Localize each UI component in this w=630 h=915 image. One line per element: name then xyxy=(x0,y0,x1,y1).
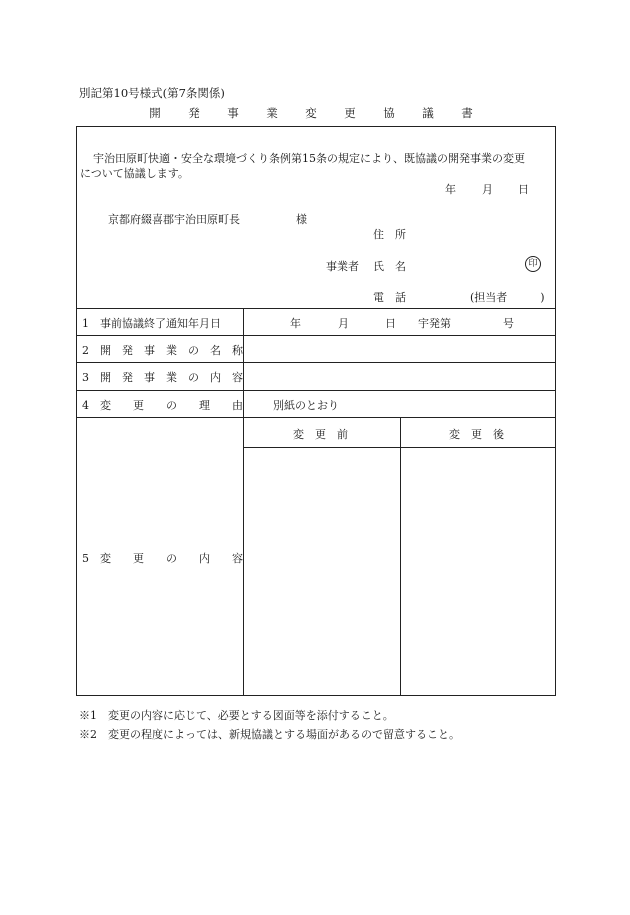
row2-label: 2 開 発 事 業 の 名 称 xyxy=(82,344,243,357)
date-day-label: 日 xyxy=(518,183,529,196)
row1-month-label: 月 xyxy=(338,317,349,330)
table-divider-row3 xyxy=(76,362,556,363)
date-month-label: 月 xyxy=(482,183,493,196)
intro-text-line2: について協議します。 xyxy=(80,167,189,180)
table-divider-row2 xyxy=(76,335,556,336)
addressee-name: 京都府綴喜郡宇治田原町長 xyxy=(108,213,240,226)
seal-mark: 印 xyxy=(525,256,541,272)
label-column-divider xyxy=(243,308,244,696)
row4-label: 4 変 更 の 理 由 xyxy=(82,399,243,412)
contact-person-label: (担当者 ) xyxy=(470,291,545,304)
row1-number-prefix: 宇発第 xyxy=(418,317,451,330)
operator-label: 事業者 xyxy=(326,260,359,273)
row1-year-label: 年 xyxy=(290,317,301,330)
row1-day-label: 日 xyxy=(385,317,396,330)
operator-name-label: 氏 名 xyxy=(373,260,406,273)
row3-label: 3 開 発 事 業 の 内 容 xyxy=(82,371,243,384)
address-label: 住 所 xyxy=(373,228,406,241)
row5-label: 5 変 更 の 内 容 xyxy=(82,552,243,565)
document-title: 開 発 事 業 変 更 協 議 書 xyxy=(149,106,481,120)
table-divider-row4 xyxy=(76,390,556,391)
intro-text-line1: 宇治田原町快適・安全な環境づくり条例第15条の規定により、既協議の開発事業の変更 xyxy=(93,152,525,165)
table-divider-top xyxy=(76,308,556,309)
row4-value: 別紙のとおり xyxy=(273,399,339,412)
row1-label: 1 事前協議終了通知年月日 xyxy=(82,317,221,330)
note-1: ※1 変更の内容に応じて、必要とする図面等を添付すること。 xyxy=(79,709,394,722)
date-year-label: 年 xyxy=(445,183,456,196)
note-2: ※2 変更の程度によっては、新規協議とする場面があるので留意すること。 xyxy=(79,728,460,741)
table-divider-row5 xyxy=(76,417,556,418)
row1-number-suffix: 号 xyxy=(503,317,514,330)
before-after-divider xyxy=(400,417,401,696)
phone-label: 電 話 xyxy=(373,291,406,304)
change-before-header: 変 更 前 xyxy=(293,428,348,441)
addressee-honorific: 様 xyxy=(296,213,307,226)
change-after-header: 変 更 後 xyxy=(449,428,504,441)
form-number-label: 別記第10号様式(第7条関係) xyxy=(79,86,225,100)
